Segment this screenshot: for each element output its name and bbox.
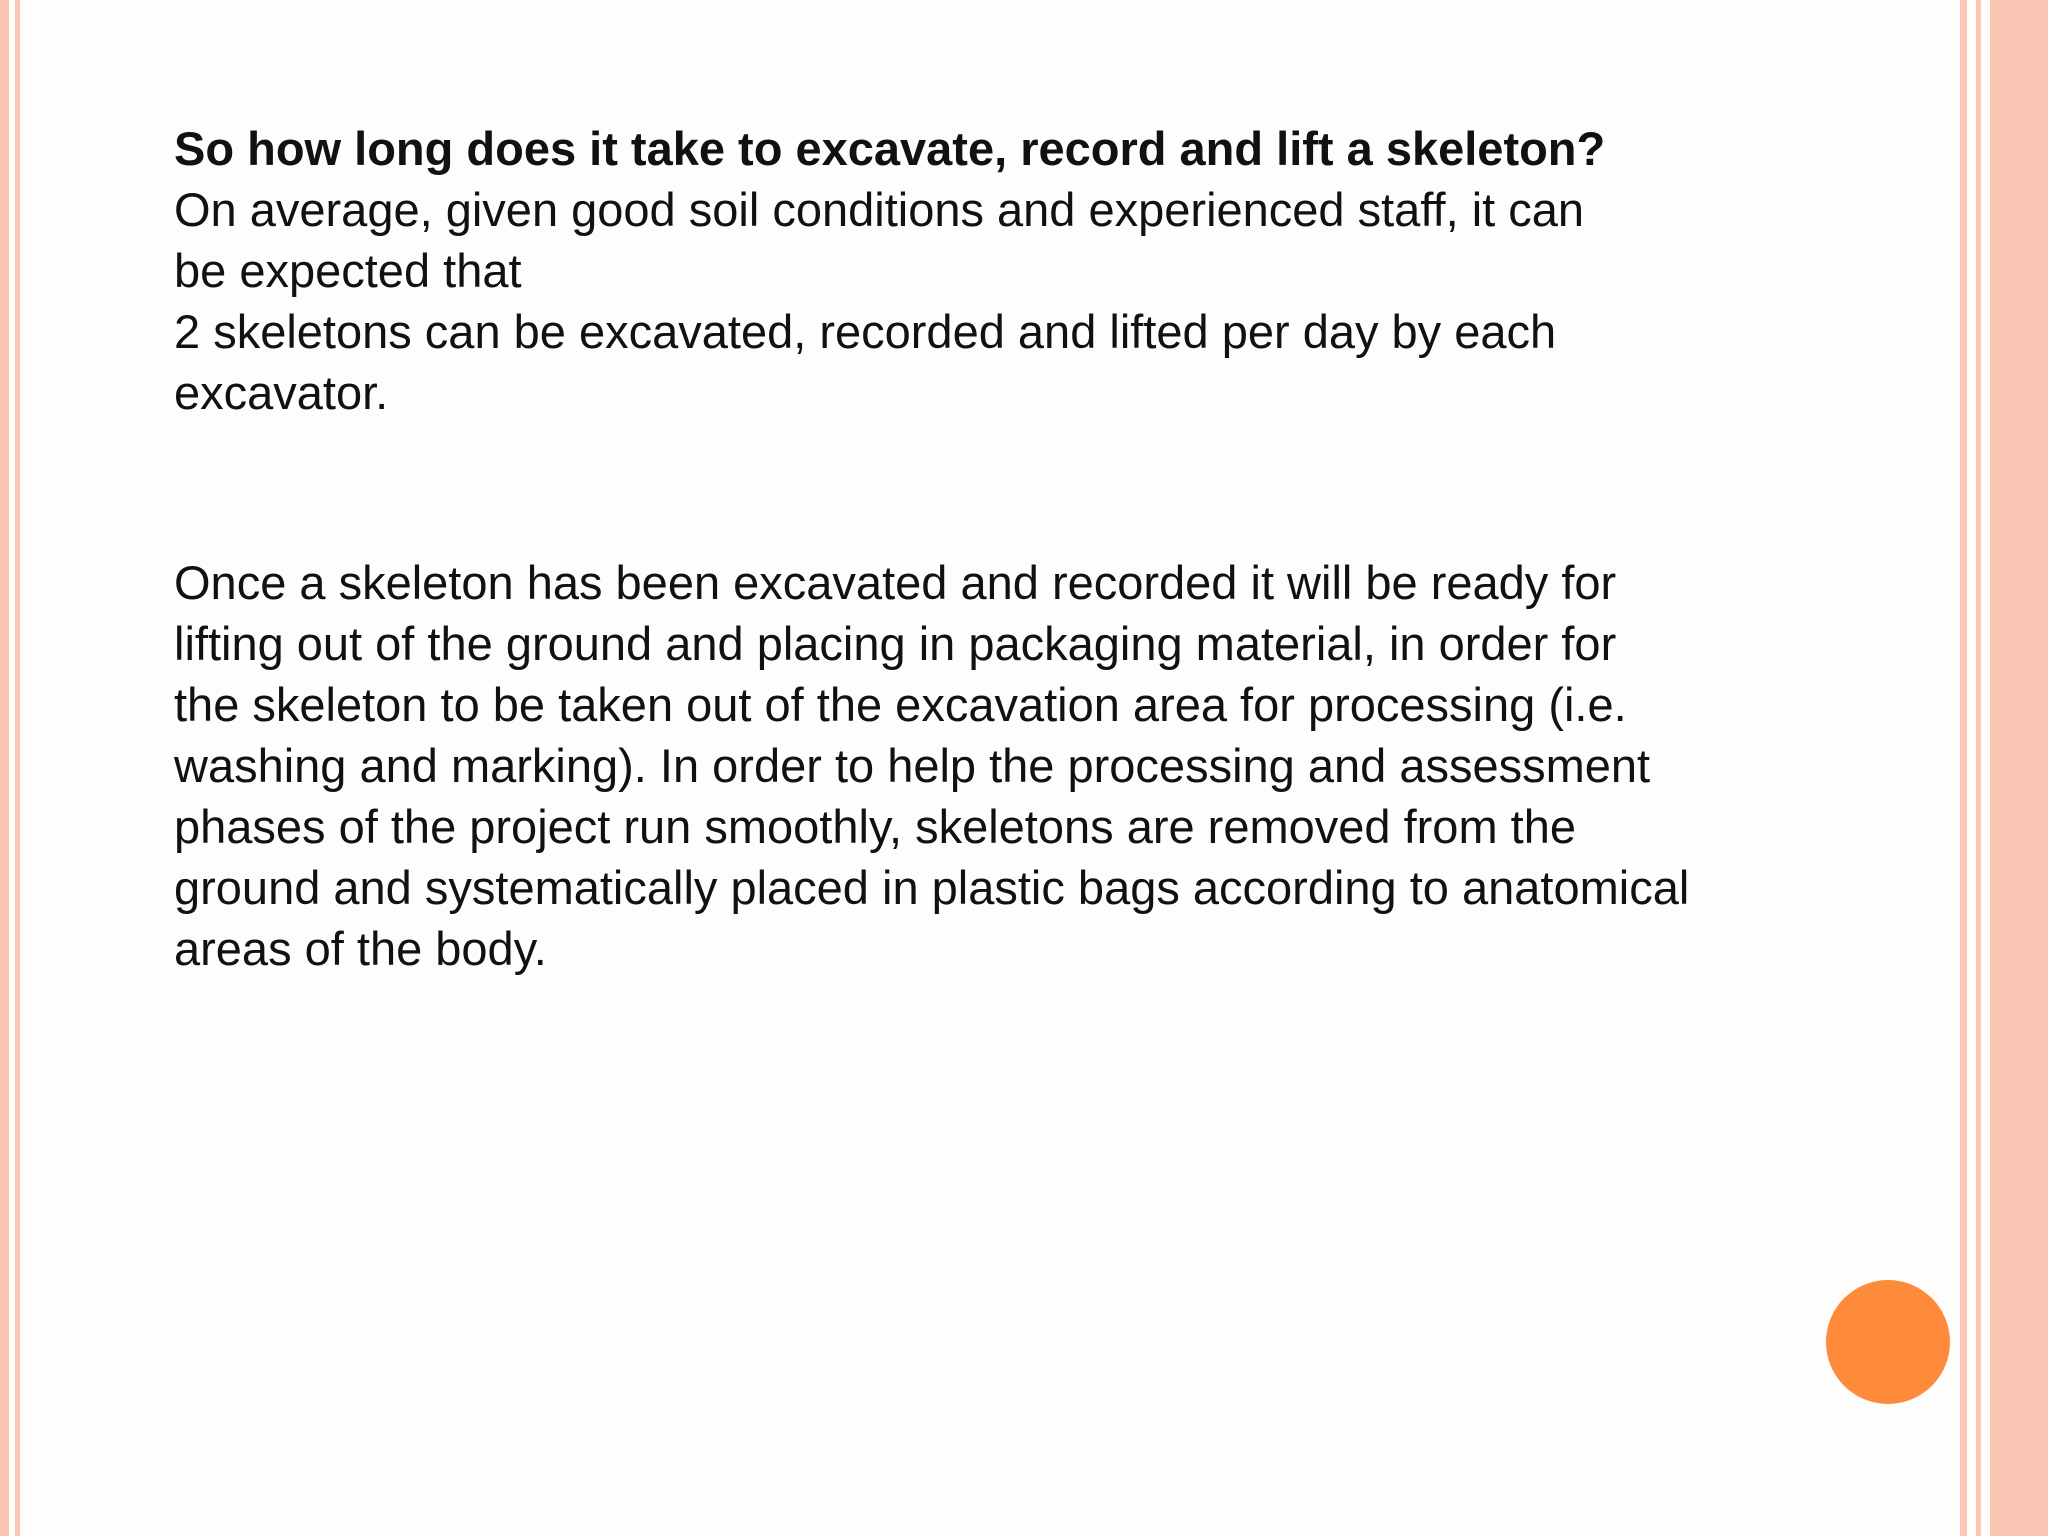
right-border-gap	[1967, 0, 1976, 1536]
slide-body	[174, 118, 1834, 979]
paragraph-1-line: 2 skeletons can be excavated, recorded and lifted per day by each	[174, 305, 1557, 358]
paragraph-spacer	[174, 423, 1834, 552]
paragraph-2-line: lifting out of the ground and placing in packaging material, in order for	[174, 617, 1617, 670]
paragraph-1-line: excavator.	[174, 366, 389, 419]
left-border-stripe	[0, 0, 9, 1536]
paragraph-2-line: areas of the body.	[174, 922, 547, 975]
paragraph-2-line: washing and marking). In order to help the processing and assessment	[174, 739, 1651, 792]
paragraph-2-line: Once a skeleton has been excavated and recorded it will be ready for	[174, 556, 1617, 609]
paragraph-2-line: phases of the project run smoothly, skeletons are removed from the	[174, 800, 1576, 853]
paragraph-1-line: On average, given good soil conditions and experienced staff, it can	[174, 183, 1585, 236]
left-border-stripe-inner	[15, 0, 20, 1536]
right-border-stripe-inner	[1960, 0, 1967, 1536]
right-border-stripe-outer	[1990, 0, 2048, 1536]
paragraph-1-line: be expected that	[174, 244, 522, 297]
paragraph-2-line: the skeleton to be taken out of the excavation area for processing (i.e.	[174, 678, 1627, 731]
right-border-gap-outer	[1981, 0, 1990, 1536]
orange-circle-icon	[1826, 1280, 1950, 1404]
slide-heading: So how long does it take to excavate, record and lift a skeleton?	[174, 122, 1606, 175]
paragraph-2-line: ground and systematically placed in plastic bags according to anatomical	[174, 861, 1690, 914]
